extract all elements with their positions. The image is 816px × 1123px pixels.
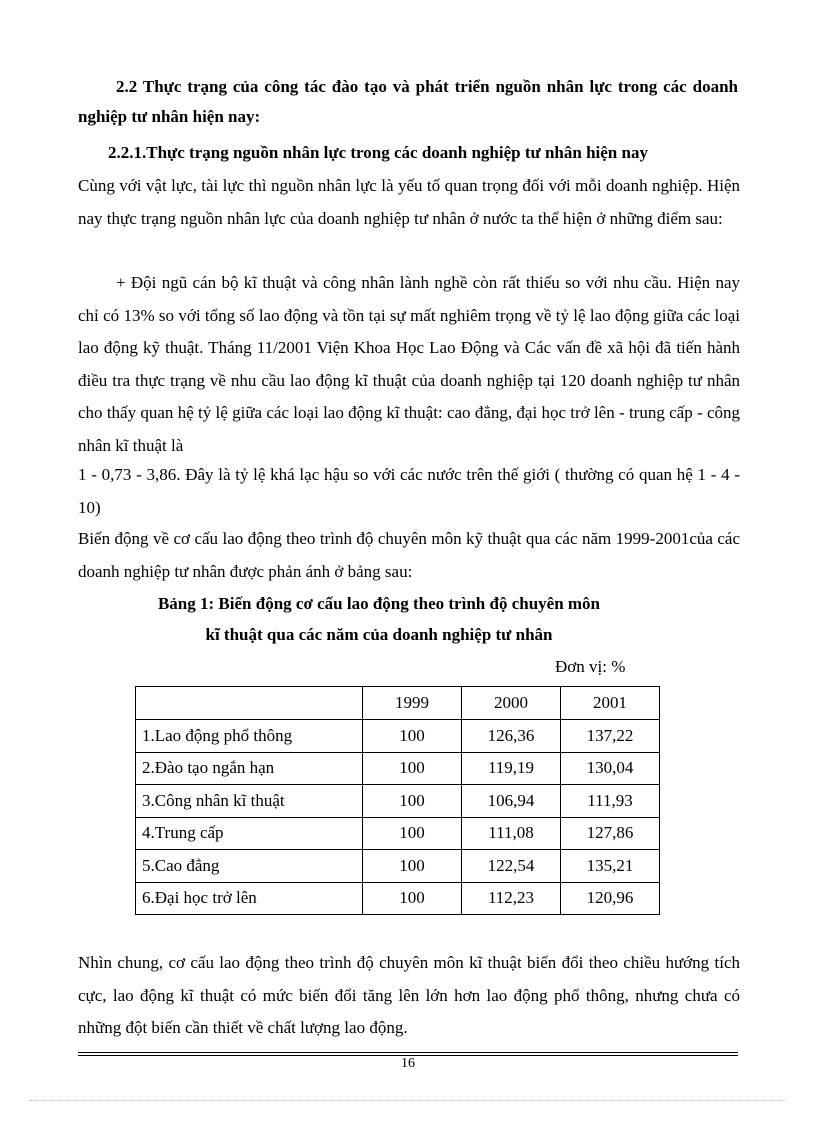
- table-cell: 130,04: [561, 752, 660, 785]
- paragraph-technical-staff: + Đội ngũ cán bộ kĩ thuật và công nhân lành nghề còn rất thiếu so với nhu cầu. Hiện nay chỉ có 13% so với tổng số lao động và tồn tại sự mất nghiêm trọng về tỷ lệ lao động giữa các loại lao động kỹ thuật. Tháng 11/2001 Viện Khoa Học Lao Động và Các vấn đề xã hội đã tiến hành điều tra thực trạng về nhu cầu lao động kĩ thuật của doanh nghiệp tại 120 doanh nghiệp tư nhân cho thấy quan hệ tỷ lệ giữa các loại lao động kĩ thuật: cao đẳng, đại học trở lên - trung cấp - công nhân kĩ thuật là: [78, 273, 740, 455]
- table-row: [136, 720, 660, 753]
- table-cell: 111,93: [561, 785, 660, 818]
- table-cell: 100: [363, 817, 462, 850]
- table-cell: 111,08: [462, 817, 561, 850]
- table-cell: 137,22: [561, 720, 660, 753]
- table-cell: 100: [363, 882, 462, 915]
- table-header-cell: 2000: [462, 687, 561, 720]
- paragraph-conclusion: Nhìn chung, cơ cấu lao động theo trình độ chuyên môn kĩ thuật biến đổi theo chiều hướng tích cực, lao động kĩ thuật có mức biến đổi tăng lên lớn hơn lao động phổ thông, nhưng chưa có những đột biến cần thiết về chất lượng lao động.: [78, 953, 740, 1037]
- table-cell: 112,23: [462, 882, 561, 915]
- section-heading: 2.2 Thực trạng của công tác đào tạo và phát triển nguồn nhân lực trong các doanh nghiệp tư nhân hiện nay:: [78, 77, 738, 126]
- table-cell: 119,19: [462, 752, 561, 785]
- table-cell-label: 2.Đào tạo ngắn hạn: [136, 752, 363, 785]
- table-cell: 135,21: [561, 850, 660, 883]
- table-header-cell: [136, 687, 363, 720]
- table-header-cell: 1999: [363, 687, 462, 720]
- subsection-heading: 2.2.1.Thực trạng nguồn nhân lực trong các doanh nghiệp tư nhân hiện nay: [108, 143, 648, 162]
- paragraph-ratio: 1 - 0,73 - 3,86. Đây là tỷ lệ khá lạc hậu so với các nước trên thế giới ( thường có quan hệ 1 - 4 - 10): [78, 465, 740, 517]
- table-header-row: [136, 687, 660, 720]
- table-cell-label: 3.Công nhân kĩ thuật: [136, 785, 363, 818]
- paragraph-table-intro: Biến động về cơ cấu lao động theo trình độ chuyên môn kỹ thuật qua các năm 1999-2001của các doanh nghiệp tư nhân được phản ánh ở bảng sau:: [78, 529, 740, 581]
- table-caption-line1: Bảng 1: Biến động cơ cấu lao động theo trình độ chuyên môn: [157, 594, 601, 613]
- table-cell: 120,96: [561, 882, 660, 915]
- paragraph-intro: Cùng với vật lực, tài lực thì nguồn nhân lực là yếu tố quan trọng đối với mỗi doanh nghiệp. Hiện nay thực trạng nguồn nhân lực của doanh nghiệp tư nhân ở nước ta thể hiện ở những điểm sau:: [78, 176, 740, 228]
- table-row: [136, 850, 660, 883]
- table-cell-label: 4.Trung cấp: [136, 817, 363, 850]
- page-number: 16: [401, 1056, 415, 1071]
- table-cell-label: 6.Đại học trở lên: [136, 882, 363, 915]
- footer-rule: [78, 1052, 738, 1053]
- table-row: [136, 817, 660, 850]
- table-cell: 122,54: [462, 850, 561, 883]
- table-cell: 100: [363, 720, 462, 753]
- table-cell: 126,36: [462, 720, 561, 753]
- page-boundary-line: [30, 1100, 786, 1101]
- table-row: [136, 882, 660, 915]
- table-cell: 100: [363, 785, 462, 818]
- table-row: [136, 785, 660, 818]
- table-cell-label: 1.Lao động phổ thông: [136, 720, 363, 753]
- labor-structure-table: [135, 686, 660, 915]
- table-unit: Đơn vị: %: [555, 657, 626, 676]
- table-cell: 106,94: [462, 785, 561, 818]
- table-header-cell: 2001: [561, 687, 660, 720]
- table-row: [136, 752, 660, 785]
- table-cell: 127,86: [561, 817, 660, 850]
- table-cell-label: 5.Cao đẳng: [136, 850, 363, 883]
- table-caption-line2: kĩ thuật qua các năm của doanh nghiệp tư nhân: [205, 625, 553, 644]
- table-cell: 100: [363, 752, 462, 785]
- table-cell: 100: [363, 850, 462, 883]
